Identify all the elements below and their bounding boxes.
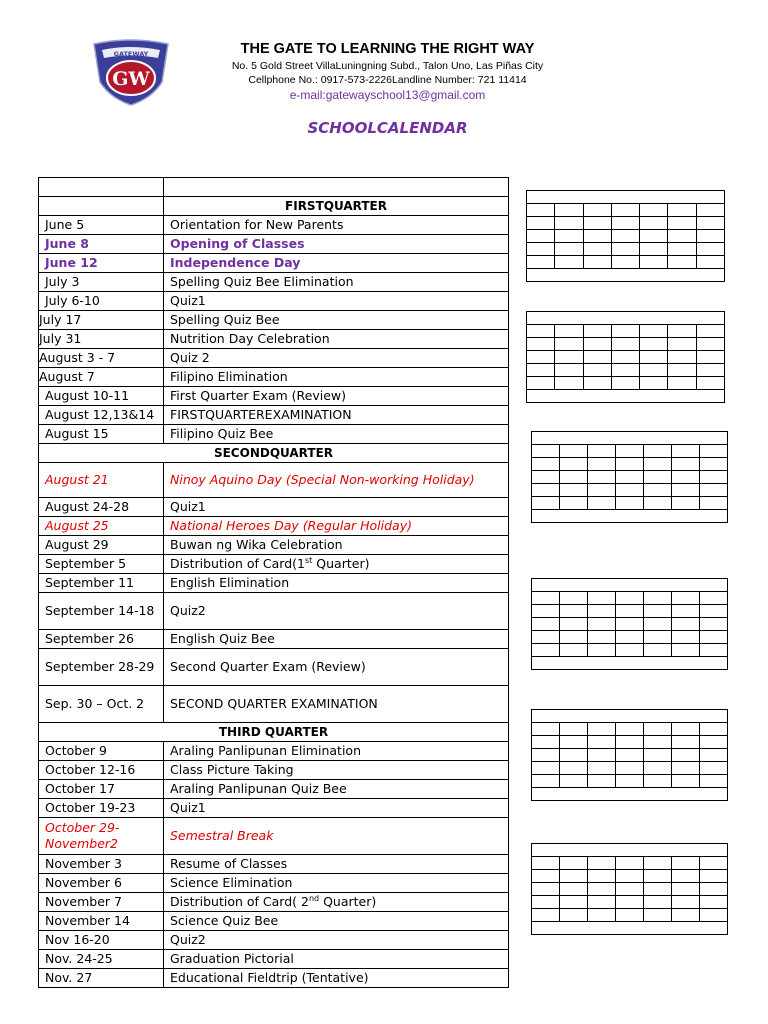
school-logo	[92, 38, 170, 106]
table-row: November 7 Distribution of Card( 2nd Quarter)	[39, 893, 509, 912]
blank-calendar-grid	[531, 843, 728, 935]
table-row: July 17 Spelling Quiz Bee	[39, 311, 509, 330]
table-row: Nov 16-20 Quiz2	[39, 931, 509, 950]
school-email[interactable]: e-mail:gatewayschool13@gmail.com	[289, 88, 486, 102]
school-header	[200, 40, 575, 103]
quarter-label: THIRD QUARTER	[39, 723, 509, 742]
calendar-table	[38, 177, 509, 988]
table-row: August 12,13&14 FIRSTQUARTEREXAMINATION	[39, 406, 509, 425]
table-row: August 3 - 7 Quiz 2	[39, 349, 509, 368]
quarter-label: FIRSTQUARTER	[164, 197, 509, 216]
svg-text:GW: GW	[112, 68, 150, 90]
quarter-label: SECONDQUARTER	[39, 444, 509, 463]
table-row: August 29 Buwan ng Wika Celebration	[39, 536, 509, 555]
table-row: Sep. 30 – Oct. 2 SECOND QUARTER EXAMINATION	[39, 686, 509, 723]
quarter-header-row	[39, 444, 509, 463]
second-quarter-rows	[39, 463, 509, 723]
blank-calendar-grid	[526, 190, 725, 282]
blank-calendar-grid	[531, 431, 728, 523]
table-row: August 25 National Heroes Day (Regular Holiday)	[39, 517, 509, 536]
table-row: September 11 English Elimination	[39, 574, 509, 593]
blank-calendar-grid	[531, 709, 728, 801]
quarter-header-row	[39, 723, 509, 742]
table-row: June 5 Orientation for New Parents	[39, 216, 509, 235]
table-row: August 7 Filipino Elimination	[39, 368, 509, 387]
table-row: October 17 Araling Panlipunan Quiz Bee	[39, 780, 509, 799]
blank-calendar-grid	[531, 578, 728, 670]
table-row: November 6 Science Elimination	[39, 874, 509, 893]
table-row: September 28-29 Second Quarter Exam (Review)	[39, 649, 509, 686]
table-row: Nov. 24-25 Graduation Pictorial	[39, 950, 509, 969]
table-row: August 21 Ninoy Aquino Day (Special Non-working Holiday)	[39, 463, 509, 498]
table-row: August 15 Filipino Quiz Bee	[39, 425, 509, 444]
table-row: September 26 English Quiz Bee	[39, 630, 509, 649]
blank-calendar-grid	[526, 311, 725, 403]
first-quarter-rows	[39, 216, 509, 444]
svg-text:GATEWAY: GATEWAY	[113, 50, 149, 58]
table-row: July 31 Nutrition Day Celebration	[39, 330, 509, 349]
table-row: Nov. 27 Educational Fieldtrip (Tentative)	[39, 969, 509, 988]
table-row: June 12 Independence Day	[39, 254, 509, 273]
third-quarter-rows	[39, 742, 509, 988]
table-row: November 3 Resume of Classes	[39, 855, 509, 874]
page-title: SCHOOLCALENDAR	[307, 119, 468, 137]
table-row: October 9 Araling Panlipunan Elimination	[39, 742, 509, 761]
school-contact: Cellphone No.: 0917-573-2226Landline Number: 721 11414	[248, 74, 527, 86]
table-row: July 3 Spelling Quiz Bee Elimination	[39, 273, 509, 292]
table-row: September 5 Distribution of Card(1st Quarter)	[39, 555, 509, 574]
table-row: August 10-11 First Quarter Exam (Review)	[39, 387, 509, 406]
table-row: November 14 Science Quiz Bee	[39, 912, 509, 931]
table-row: October 19-23 Quiz1	[39, 799, 509, 818]
table-row: August 24-28 Quiz1	[39, 498, 509, 517]
table-row: July 6-10 Quiz1	[39, 292, 509, 311]
table-row: September 14-18 Quiz2	[39, 593, 509, 630]
school-address: No. 5 Gold Street VillaLuningning Subd., Talon Uno, Las Piñas City	[231, 60, 544, 72]
quarter-header-row	[39, 197, 509, 216]
school-motto: THE GATE TO LEARNING THE RIGHT WAY	[240, 41, 535, 57]
table-row	[39, 178, 509, 197]
table-row: October 12-16 Class Picture Taking	[39, 761, 509, 780]
table-row: June 8 Opening of Classes	[39, 235, 509, 254]
table-row: October 29-November2 Semestral Break	[39, 818, 509, 855]
